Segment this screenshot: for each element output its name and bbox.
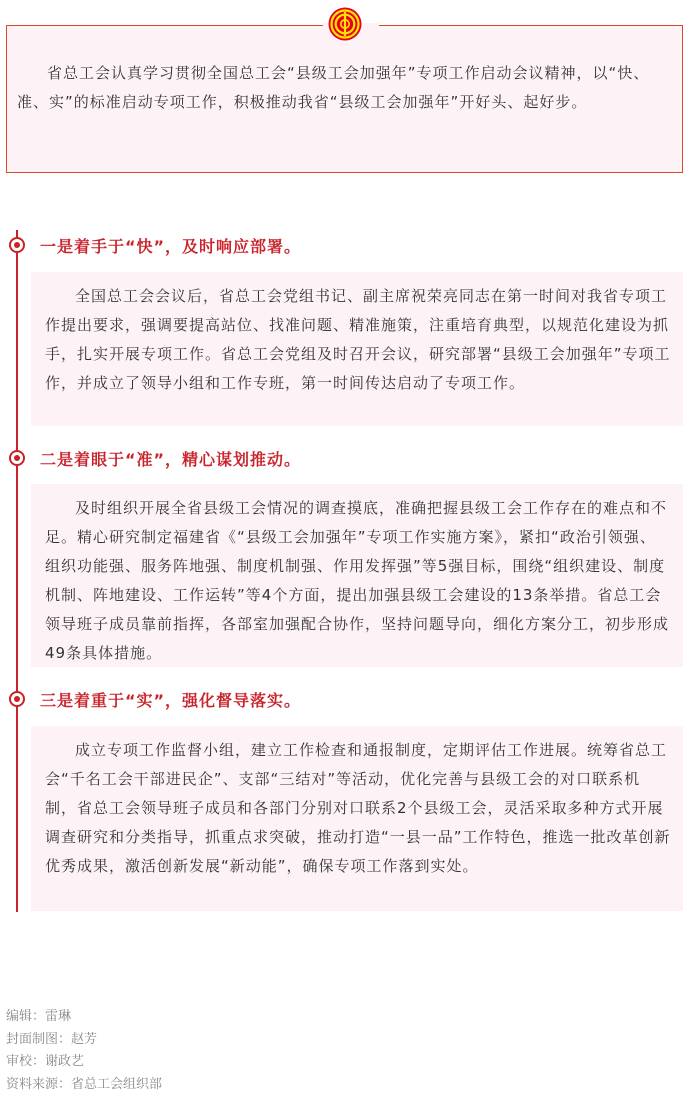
timeline-line	[16, 230, 18, 912]
section-body: 及时组织开展全省县级工会情况的调查摸底，准确把握县级工会工作存在的难点和不足。精心研究制定福建省《“县级工会加强年”专项工作实施方案》，紧扣“政治引领强、组织功能强、服务阵地强、制度机制强、作用发挥强”等5强目标，围绕“组织建设、制度机制、阵地建设、工作运转”等4个方面，提出加强县级工会建设的13条举措。省总工会领导班子成员靠前指挥，各部室加强配合协作，坚持问题导向，细化方案分工，初步形成49条具体措施。	[31, 484, 683, 667]
credit-editor: 编辑：雷琳	[6, 1009, 72, 1024]
intro-paragraph: 省总工会认真学习贯彻全国总工会“县级工会加强年”专项工作启动会议精神，以“快、准、实”的标准启动专项工作，积极推动我省“县级工会加强年”开好头、起好步。	[17, 64, 650, 111]
intro-panel	[6, 25, 683, 173]
trade-union-emblem-icon	[328, 7, 362, 41]
section-body: 全国总工会会议后，省总工会党组书记、副主席祝荣亮同志在第一时间对我省专项工作提出要求，强调要提高站位、找准问题、精准施策，注重培育典型，以规范化建设为抓手，扎实开展专项工作。省总工会党组及时召开会议，研究部署“县级工会加强年”专项工作，并成立了领导小组和工作专班，第一时间传达启动了专项工作。	[31, 272, 683, 426]
credit-reviewer: 审校：谢政艺	[6, 1054, 85, 1069]
section-title: 二是着眼于“准”，精心谋划推动。	[40, 450, 302, 469]
credit-source: 资料来源：省总工会组织部	[6, 1076, 163, 1092]
section-body: 成立专项工作监督小组，建立工作检查和通报制度，定期评估工作进展。统筹省总工会“千名工会干部进民企”、支部“三结对”等活动，优化完善与县级工会的对口联系机制，省总工会领导班子成员和各部门分别对口联系2个县级工会，灵活采取多种方式开展调查研究和分类指导，抓重点求突破，推动打造“一县一品”工作特色，推选一批改革创新优秀成果，激活创新发展“新动能”，确保专项工作落到实处。	[31, 726, 683, 911]
credits	[6, 1006, 162, 1096]
credit-cover-design: 封面制图：赵芳	[6, 1031, 98, 1047]
timeline-dot-icon	[9, 237, 25, 253]
section-title: 一是着手于“快”，及时响应部署。	[40, 237, 302, 256]
timeline-dot-icon	[9, 691, 25, 707]
timeline-dot-icon	[9, 450, 25, 466]
section-title: 三是着重于“实”，强化督导落实。	[40, 691, 302, 710]
intro-box	[6, 25, 683, 173]
